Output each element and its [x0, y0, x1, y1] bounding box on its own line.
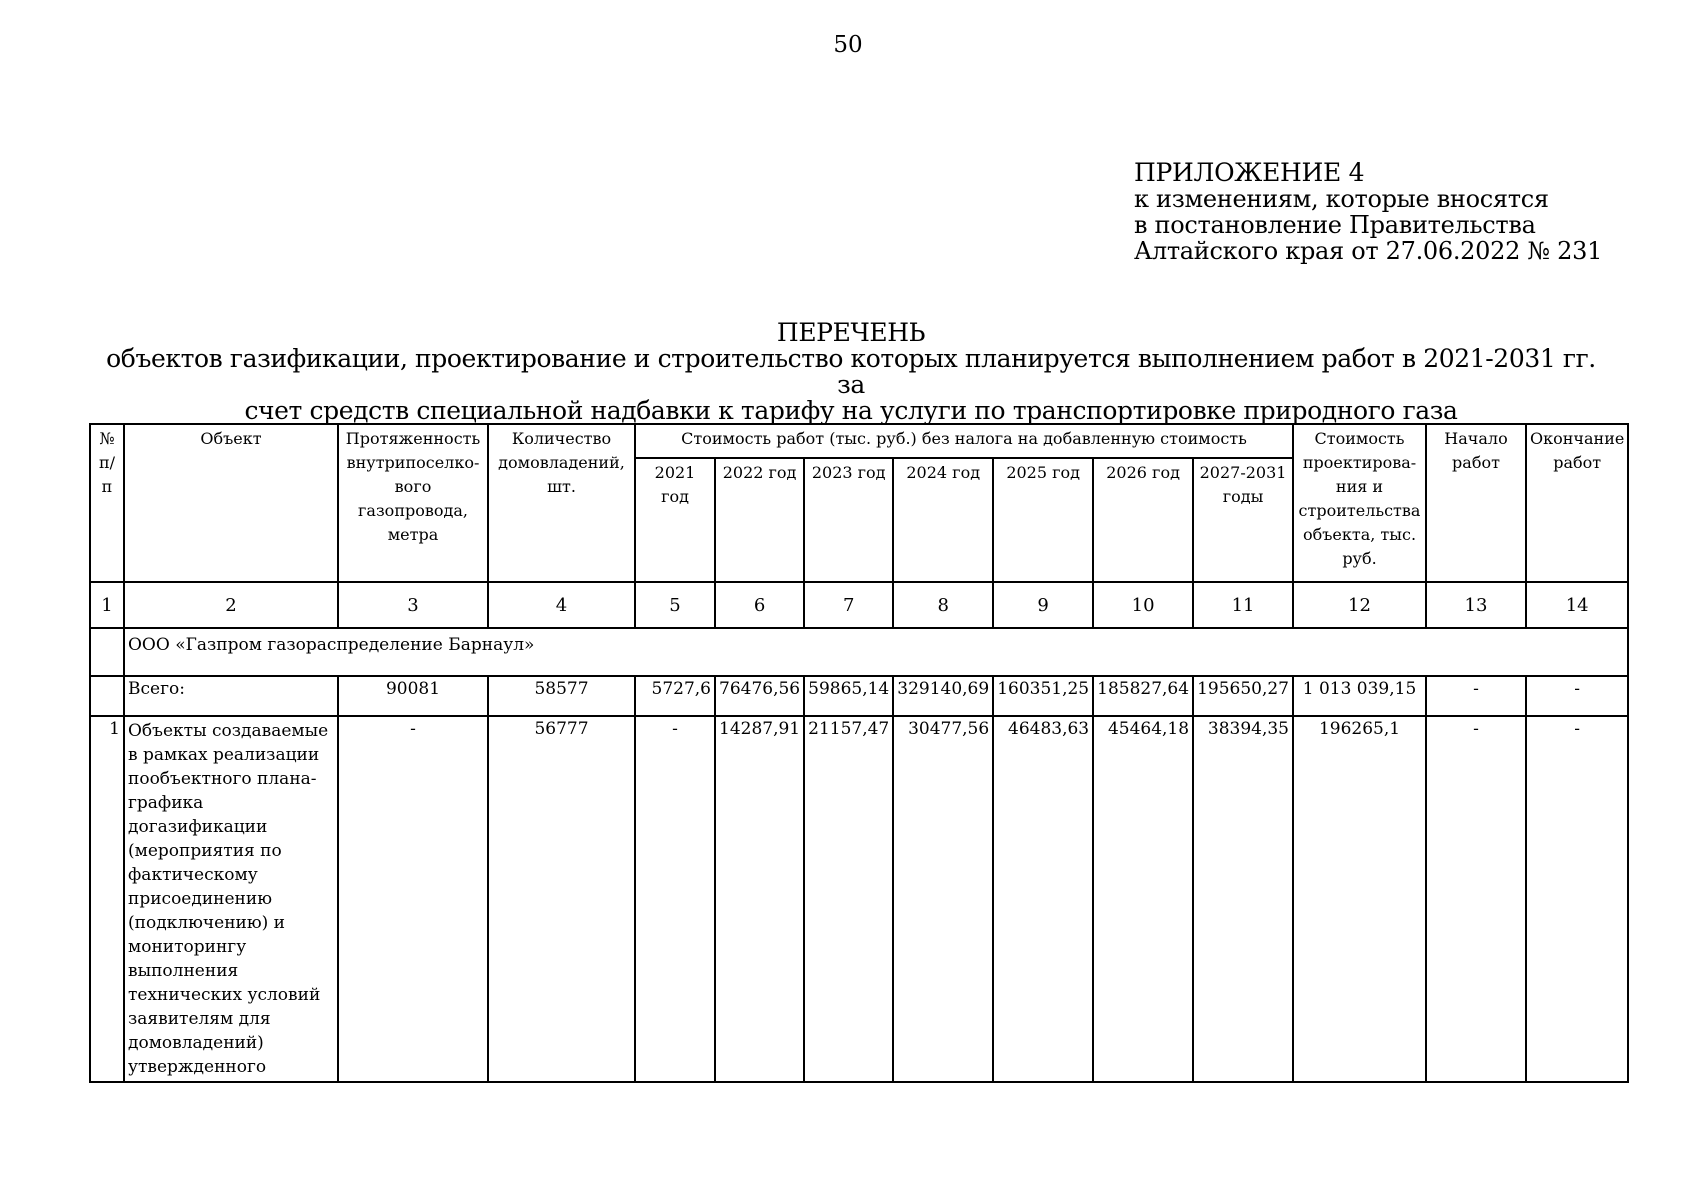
row-object: Объекты создаваемые в рамках реализации пообъектного плана-графика догазификации (мероприятия по фактическому присоединению (подключению) и мониторингу выполнения технических условий заявителям для домовладений) утвержденного: [124, 716, 338, 1082]
total-2021: 5727,6: [635, 676, 715, 716]
column-number: 7: [804, 582, 893, 628]
total-households: 58577: [488, 676, 635, 716]
column-number: 13: [1426, 582, 1526, 628]
total-2022: 76476,56: [715, 676, 804, 716]
organization-name: ООО «Газпром газораспределение Барнаул»: [124, 628, 1628, 676]
header-year-2027-2031: 2027-2031 годы: [1193, 458, 1293, 582]
total-2023: 59865,14: [804, 676, 893, 716]
header-year-2026: 2026 год: [1093, 458, 1193, 582]
row-2021: -: [635, 716, 715, 1082]
document-title: [96, 320, 1606, 424]
column-number: 4: [488, 582, 635, 628]
column-number: 5: [635, 582, 715, 628]
page-number: 50: [833, 32, 863, 58]
header-cost-group: Стоимость работ (тыс. руб.) без налога на добавленную стоимость: [635, 424, 1293, 458]
total-start: -: [1426, 676, 1526, 716]
row-2027-2031: 38394,35: [1193, 716, 1293, 1082]
appendix-heading: ПРИЛОЖЕНИЕ 4: [1134, 158, 1365, 187]
header-start: Начало работ: [1426, 424, 1526, 582]
header-object: Объект: [124, 424, 338, 582]
total-2025: 160351,25: [993, 676, 1093, 716]
appendix-line: Алтайского края от 27.06.2022 № 231: [1134, 237, 1603, 265]
total-num-cell: [90, 676, 124, 716]
column-number: 3: [338, 582, 488, 628]
row-households: 56777: [488, 716, 635, 1082]
header-year-2022: 2022 год: [715, 458, 804, 582]
column-number: 10: [1093, 582, 1193, 628]
title-line: счет средств специальной надбавки к тарифу на услуги по транспортировке природного газа: [244, 396, 1458, 425]
row-start: -: [1426, 716, 1526, 1082]
column-number: 11: [1193, 582, 1293, 628]
total-label: Всего:: [124, 676, 338, 716]
column-number: 2: [124, 582, 338, 628]
total-end: -: [1526, 676, 1628, 716]
column-number: 8: [893, 582, 993, 628]
title-line: объектов газификации, проектирование и строительство которых планируется выполнением работ в 2021-2031 гг. за: [106, 344, 1596, 399]
total-2026: 185827,64: [1093, 676, 1193, 716]
row-total-cost: 196265,1: [1293, 716, 1426, 1082]
appendix-line: к изменениям, которые вносятся: [1134, 185, 1549, 213]
total-2024: 329140,69: [893, 676, 993, 716]
header-year-2021: 2021 год: [635, 458, 715, 582]
column-number: 14: [1526, 582, 1628, 628]
row-2024: 30477,56: [893, 716, 993, 1082]
row-2022: 14287,91: [715, 716, 804, 1082]
appendix-line: в постановление Правительства: [1134, 211, 1536, 239]
column-number: 1: [90, 582, 124, 628]
gasification-table: [89, 423, 1629, 1083]
header-length: Протяженность внутрипоселко-вого газопровода, метра: [338, 424, 488, 582]
row-2026: 45464,18: [1093, 716, 1193, 1082]
total-cost: 1 013 039,15: [1293, 676, 1426, 716]
header-year-2025: 2025 год: [993, 458, 1093, 582]
org-num-cell: [90, 628, 124, 676]
row-2023: 21157,47: [804, 716, 893, 1082]
row-2025: 46483,63: [993, 716, 1093, 1082]
row-length: -: [338, 716, 488, 1082]
column-number: 12: [1293, 582, 1426, 628]
header-households: Количество домовладений, шт.: [488, 424, 635, 582]
title-heading: ПЕРЕЧЕНЬ: [776, 318, 926, 347]
total-length: 90081: [338, 676, 488, 716]
row-num: 1: [90, 716, 124, 1082]
total-2027-2031: 195650,27: [1193, 676, 1293, 716]
column-number: 9: [993, 582, 1093, 628]
header-end: Окончание работ: [1526, 424, 1628, 582]
header-num: № п/п: [90, 424, 124, 582]
table-row: [90, 716, 1628, 1082]
header-year-2024: 2024 год: [893, 458, 993, 582]
row-end: -: [1526, 716, 1628, 1082]
column-numbers-row: [90, 582, 1628, 628]
organization-row: [90, 628, 1628, 676]
total-row: [90, 676, 1628, 716]
column-number: 6: [715, 582, 804, 628]
header-year-2023: 2023 год: [804, 458, 893, 582]
header-total-cost: Стоимость проектирова-ния и строительства объекта, тыс. руб.: [1293, 424, 1426, 582]
appendix-block: [1134, 160, 1602, 264]
